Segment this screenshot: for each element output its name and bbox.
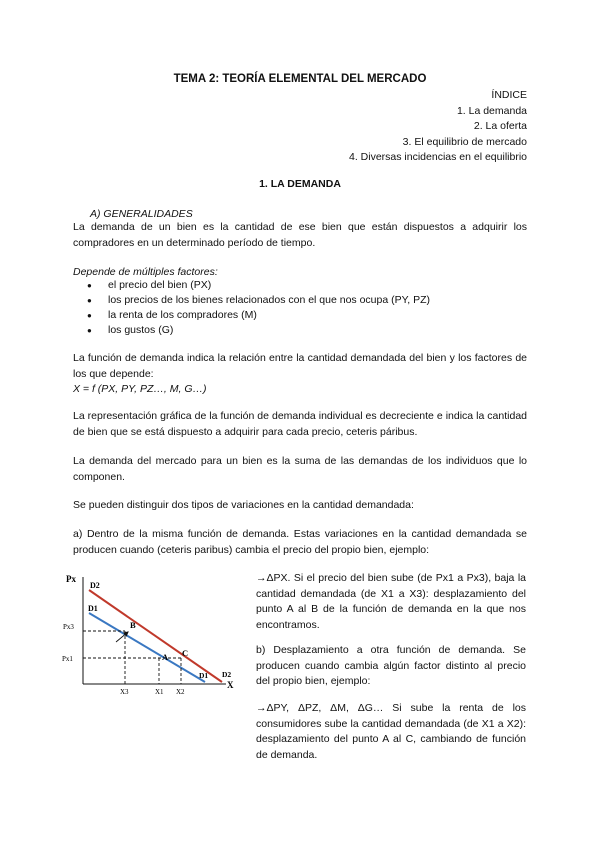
paragraph-types: Se pueden distinguir dos tipos de variaciones en la cantidad demandada: [73, 499, 414, 511]
px1-label: Px1 [62, 655, 73, 663]
x2-label: X2 [176, 688, 185, 696]
paragraph-price-change: →ΔPX. Si el precio del bien sube (de Px1 a Px3), baja la cantidad demandada (de X1 a X3): desplazamiento del punto A al B de la función de demanda en la que nos encontramos. [256, 572, 526, 631]
point-c-label: C [182, 648, 189, 658]
paragraph-b: b) Desplazamiento a otra función de demanda. Se producen cuando cambia algún factor distinto al precio del propio bien, ejemplo: [256, 644, 526, 687]
paragraph-a: a) Dentro de la misma función de demanda. Estas variaciones en la cantidad demandada se producen cuando (ceteris paribus) cambia el precio del propio bien, ejemplo: [73, 528, 527, 556]
point-a-label: A [162, 652, 169, 662]
index-heading: ÍNDICE [491, 89, 527, 101]
x3-label: X3 [120, 688, 129, 696]
list-item: ● los precios de los bienes relacionados con el que nos ocupa (PY, PZ) [73, 293, 527, 308]
x1-label: X1 [155, 688, 164, 696]
px3-label: Px3 [63, 623, 74, 631]
d1-top-label: D1 [88, 604, 98, 613]
d2-top-label: D2 [90, 581, 100, 590]
demand-diagram [62, 572, 246, 712]
list-item: ● la renta de los compradores (M) [73, 308, 527, 323]
index-item: 4. Diversas incidencias en el equilibrio [348, 151, 527, 163]
index-item: 3. El equilibrio de mercado [402, 135, 527, 148]
factors-list [73, 278, 527, 338]
section-title: 1. LA DEMANDA [259, 178, 341, 190]
formula: X = f (PX, PY, PZ…, M, G…) [73, 383, 207, 395]
d1-bottom-label: D1 [199, 671, 209, 680]
paragraph-market: La demanda del mercado para un bien es la suma de las demandas de los individuos que lo componen. [73, 455, 527, 483]
list-item: ● el precio del bien (PX) [73, 278, 527, 293]
list-item: ● los gustos (G) [73, 323, 527, 338]
index [349, 88, 527, 166]
y-axis-label: Px [66, 574, 76, 584]
page-title: TEMA 2: TEORÍA ELEMENTAL DEL MERCADO [173, 73, 427, 85]
demand-curve-d2 [89, 590, 222, 682]
d2-bottom-label: D2 [222, 670, 232, 679]
subsection-title: A) GENERALIDADES [90, 208, 193, 220]
x-axis-label: X [227, 680, 234, 690]
paragraph-shift: →ΔPY, ΔPZ, ΔM, ΔG… Si sube la renta de los consumidores sube la cantidad demandada (de X1 a X2): desplazamiento del punto A al C, cambiando de función de demanda. [256, 702, 526, 761]
paragraph-function: La función de demanda indica la relación entre la cantidad demandada del bien y los factores de los que depende: [73, 352, 527, 380]
point-b-label: B [130, 620, 136, 630]
paragraph-graph: La representación gráfica de la función de demanda individual es decreciente e indica la cantidad de bien que se está dispuesto a adquirir para cada precio, ceteris páribus. [73, 410, 527, 438]
paragraph-definition: La demanda de un bien es la cantidad de ese bien que están dispuestos a adquirir los compradores en un determinado período de tiempo. [73, 221, 527, 249]
index-item: 2. La oferta [473, 120, 527, 132]
index-item: 1. La demanda [456, 104, 527, 117]
factors-intro: Depende de múltiples factores: [73, 266, 218, 278]
